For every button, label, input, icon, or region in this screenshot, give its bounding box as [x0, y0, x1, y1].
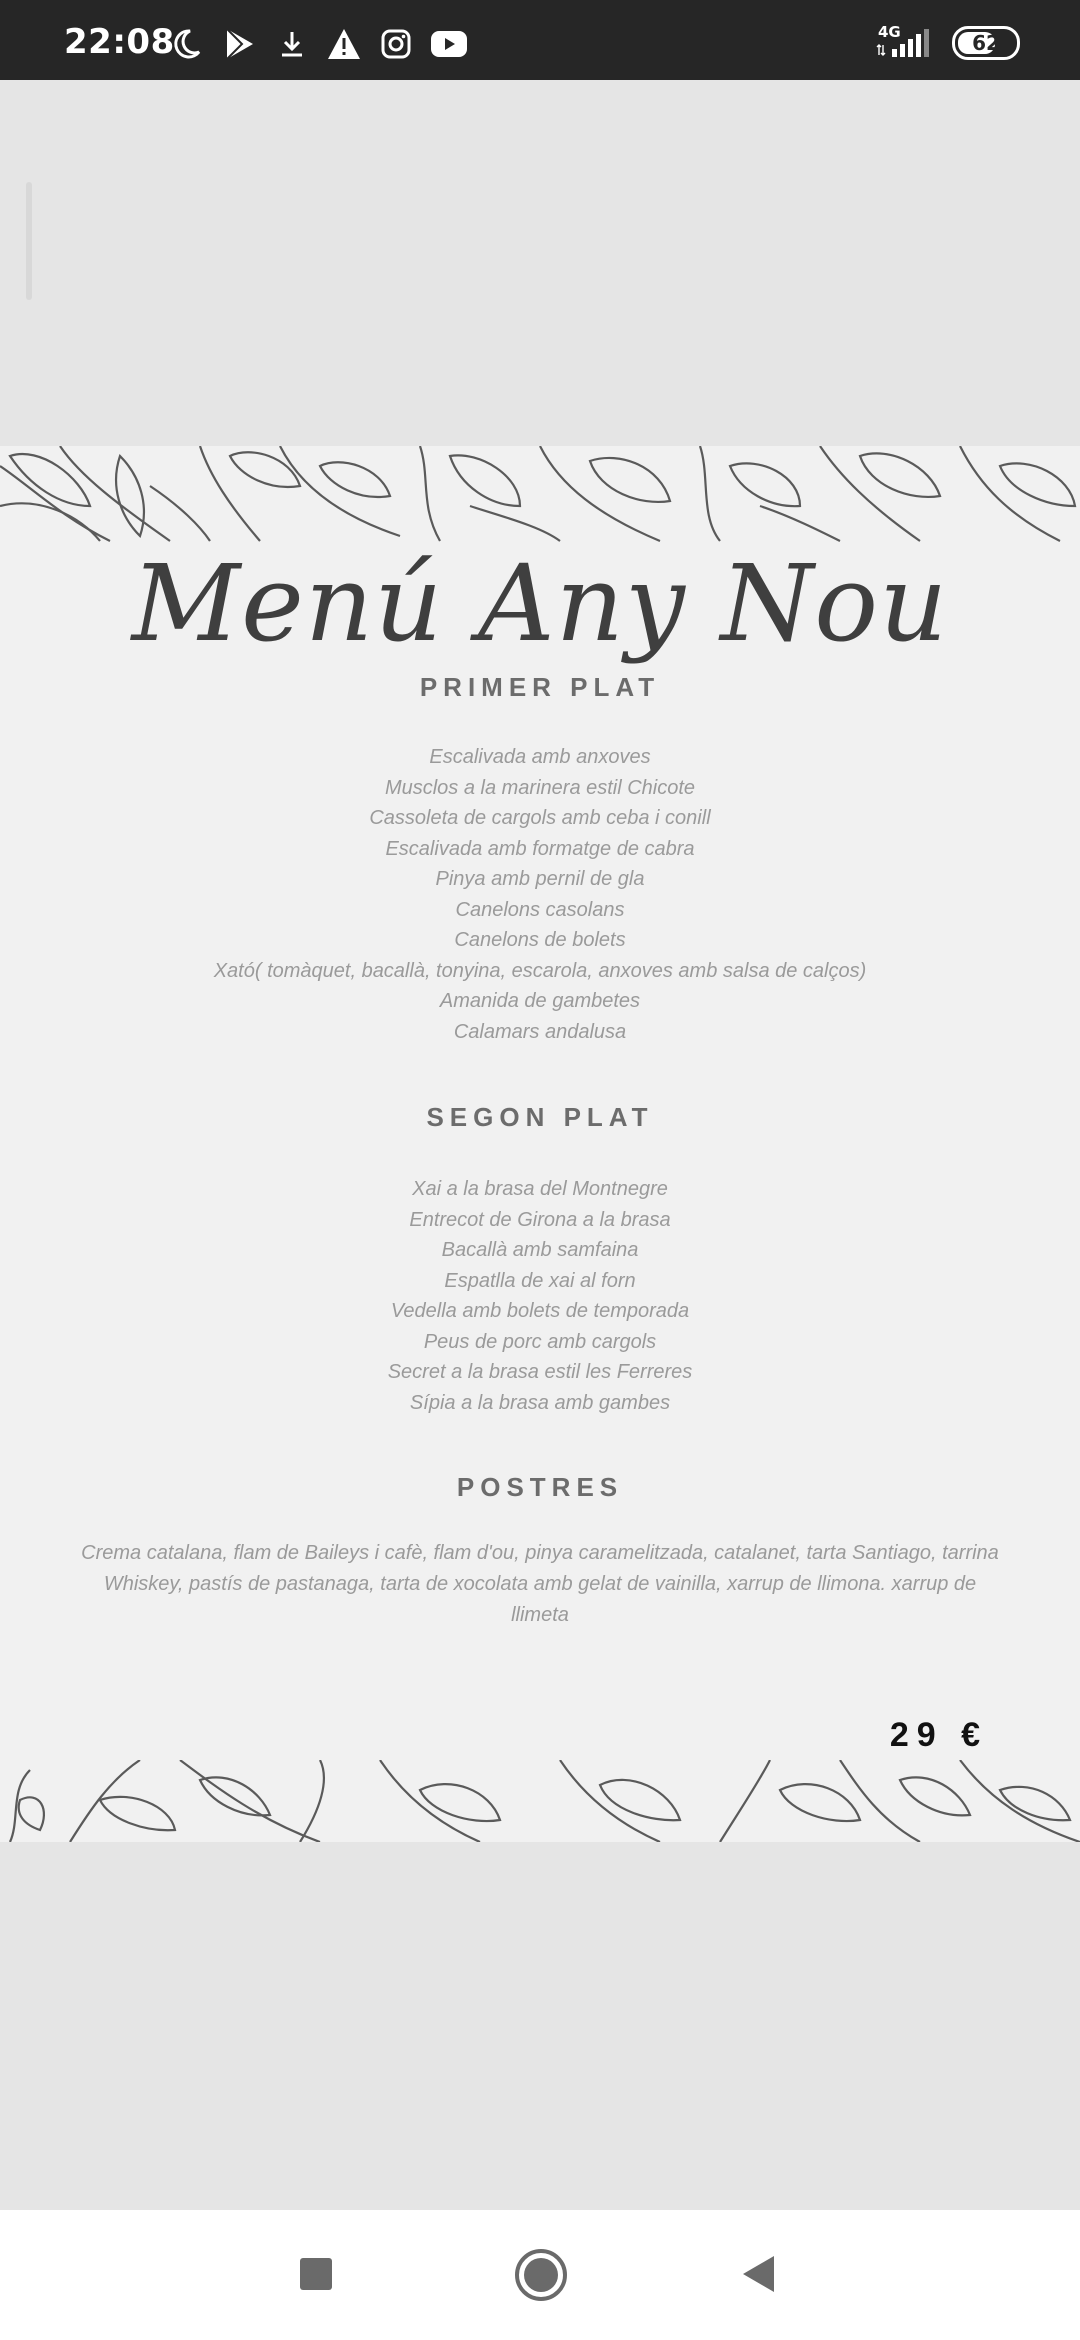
- postres-text: Crema catalana, flam de Baileys i cafè, flam d'ou, pinya caramelitzada, catalanet, tarta Santiago, tarrina Whiskey, pastís de pastanaga, tarta de xocolata amb gelat de vainilla, xarrup de llimona. xarrup de llimeta: [81, 1542, 999, 1626]
- menu-price: 29 €: [889, 1716, 988, 1754]
- list-item: Canelons de bolets: [454, 929, 626, 951]
- list-item: Pinya amb pernil de gla: [435, 868, 645, 890]
- instagram-icon: [380, 28, 412, 60]
- scrollbar-thumb[interactable]: [26, 182, 32, 300]
- status-right: [876, 23, 1020, 60]
- leaves-border-top: [0, 446, 1080, 542]
- list-item: Entrecot de Girona a la brasa: [409, 1208, 671, 1231]
- moon-icon: [168, 26, 204, 62]
- back-triangle-icon[interactable]: [740, 2254, 778, 2294]
- list-item: Calamars andalusa: [453, 1020, 627, 1043]
- section-heading-postres: POSTRES: [456, 1472, 624, 1502]
- status-time: 22:08: [64, 22, 175, 62]
- leaves-border-bottom: [0, 1760, 1080, 1842]
- list-item: Xató( tomàquet, bacallà, tonyina, escarola, anxoves amb salsa de calços): [213, 959, 867, 982]
- navigation-bar: [0, 2210, 1080, 2340]
- list-item: Escalivada amb anxoves: [429, 746, 651, 768]
- segon-plat-list: [0, 1174, 1080, 1418]
- youtube-icon: [430, 29, 468, 59]
- menu-image: [0, 446, 1080, 1842]
- play-store-icon: [222, 26, 258, 62]
- battery-level: 62: [972, 31, 1000, 55]
- list-item: Bacallà amb samfaina: [441, 1239, 639, 1261]
- list-item: Secret a la brasa estil les Ferreres: [387, 1361, 693, 1383]
- list-item: Cassoleta de cargols amb ceba i conill: [369, 807, 711, 829]
- recents-square-icon[interactable]: [298, 2256, 334, 2292]
- section-heading-segon-plat: SEGON PLAT: [426, 1102, 654, 1132]
- signal-area: [876, 23, 936, 59]
- notification-icons: [168, 26, 468, 62]
- list-item: Xai a la brasa del Montnegre: [412, 1178, 668, 1200]
- status-bar: [0, 0, 1080, 80]
- list-item: Amanida de gambetes: [439, 990, 641, 1012]
- warning-icon: [326, 27, 362, 61]
- home-circle-icon[interactable]: [514, 2248, 568, 2302]
- section-heading-primer-plat: PRIMER PLAT: [419, 672, 661, 702]
- top-blank-area: [0, 80, 1080, 446]
- list-item: Canelons casolans: [455, 898, 625, 921]
- list-item: Escalivada amb formatge de cabra: [385, 837, 695, 860]
- primer-plat-list: [0, 742, 1080, 1047]
- download-icon: [276, 28, 308, 60]
- list-item: Sípia a la brasa amb gambes: [409, 1391, 671, 1414]
- signal-strength-icon: [890, 29, 934, 59]
- data-arrows-icon: [876, 43, 886, 57]
- list-item: Espatlla de xai al forn: [444, 1269, 636, 1292]
- list-item: Musclos a la marinera estil Chicote: [384, 776, 696, 799]
- list-item: Vedella amb bolets de temporada: [390, 1300, 690, 1322]
- list-item: Peus de porc amb cargols: [423, 1330, 657, 1353]
- bottom-blank-area: [0, 1842, 1080, 2210]
- battery-indicator: [952, 26, 1020, 60]
- menu-title: Menú Any Nou: [131, 542, 949, 665]
- network-type: 4G: [878, 23, 901, 41]
